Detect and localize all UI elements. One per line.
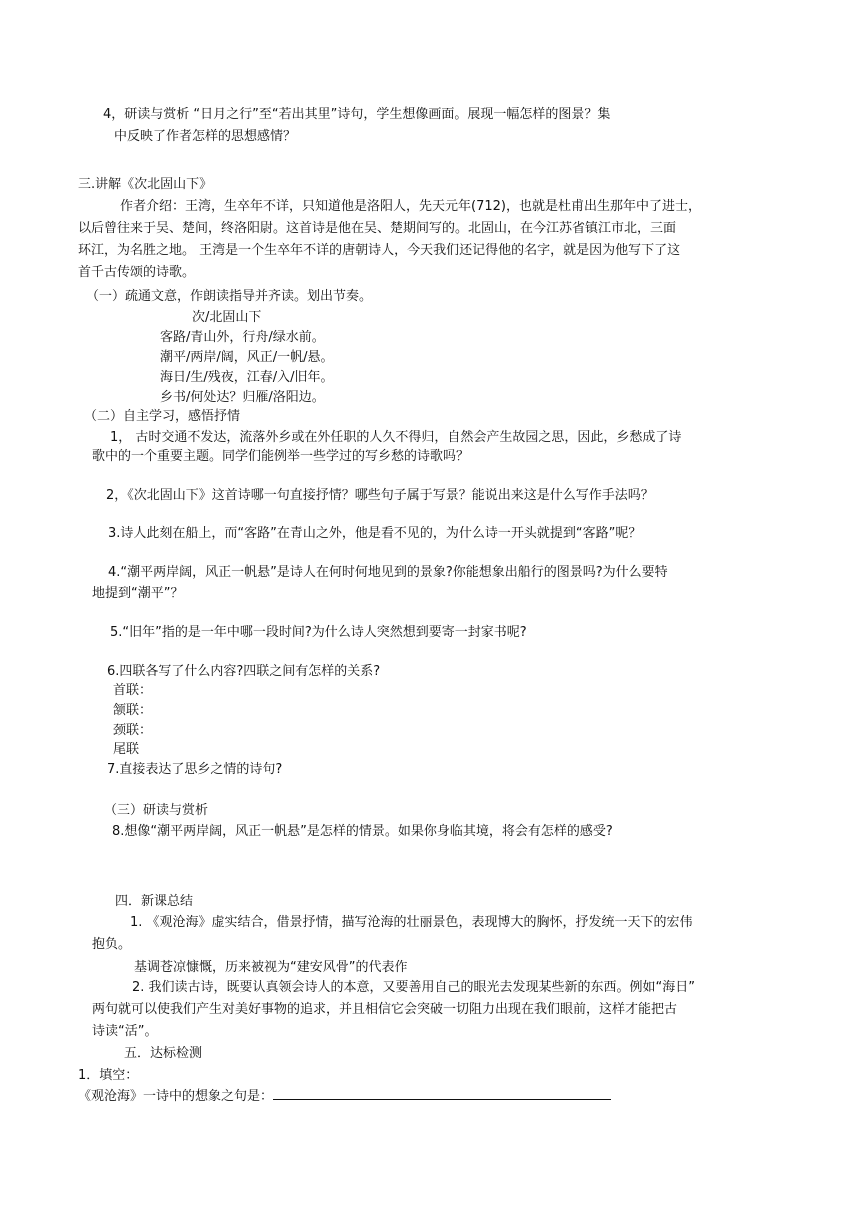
summary-2-line-2: 两句就可以使我们产生对美好事物的追求，并且相信它会突破一切阻力出现在我们眼前，这样才能把古 [92,1002,678,1017]
part-1-title: （一）疏通文意，作朗读指导并齐读。划出节奏。 [86,289,373,304]
question-4-line-1: 4.“潮平两岸阔，风正一帆悬”是诗人在何时何地见到的景象?你能想象出船行的图景吗?为什么要特 [108,565,668,580]
summary-1-line-2: 抱负。 [92,937,132,952]
question-3: 3.诗人此刻在船上，而“客路”在青山之外，他是看不见的，为什么诗一开头就提到“客路”呢？ [108,526,642,541]
poem-title: 次/北固山下 [192,310,262,325]
question-1-line-1: 1， 古时交通不发达，流落外乡或在外任职的人久不得归，自然会产生故园之思，因此，乡愁成了诗 [110,430,682,445]
fill-in-title: 1．填空： [78,1068,139,1083]
couplet-label-first: 首联： [113,683,153,698]
couplet-label-third: 颈联： [113,723,153,738]
review-question-line-2: 中反映了作者怎样的思想感情？ [114,129,297,144]
section-4-title: 四．新课总结 [115,894,194,909]
author-intro-line-3: 环江，为名胜之地。 王湾是一个生卒年不详的唐朝诗人，今天我们还记得他的名字，就是因为他写下了这 [78,243,681,258]
part-2-title: （二）自主学习，感悟抒情 [84,409,241,424]
summary-2-line-1: 2. 我们读古诗，既要认真领会诗人的本意，又要善用自己的眼光去发现某些新的东西。例如“海日” [132,980,696,995]
answer-blank[interactable] [273,1087,611,1100]
question-2: 2，《次北固山下》这首诗哪一句直接抒情？哪些句子属于写景？能说出来这是什么写作手法吗？ [106,488,654,503]
part-3-title: （三）研读与赏析 [104,803,209,818]
review-question-line-1: 4，研读与赏析 “日月之行”至“若出其里”诗句，学生想像画面。展现一幅怎样的图景？集 [103,107,611,122]
poem-line-4: 乡书/何处达？归雁/洛阳边。 [160,390,325,405]
author-intro-line-1: 作者介绍：王湾，生卒年不详，只知道他是洛阳人，先天元年(712)，也就是杜甫出生那年中了进士， [120,199,701,214]
author-intro-line-2: 以后曾往来于吴、楚间，终洛阳尉。这首诗是他在吴、楚期间写的。北固山，在今江苏省镇江市北，三面 [78,221,677,236]
question-7: 7.直接表达了思乡之情的诗句? [107,762,283,777]
poem-line-1: 客路/青山外，行舟/绿水前。 [160,330,325,345]
question-5: 5.“旧年”指的是一年中哪一段时间?为什么诗人突然想到要寄一封家书呢? [110,625,527,640]
section-5-title: 五．达标检测 [124,1046,203,1061]
summary-1-line-3: 基调苍凉慷慨，历来被视为“建安风骨”的代表作 [134,960,408,975]
couplet-label-second: 颔联： [113,703,153,718]
fill-in-question-1 [78,1087,611,1107]
fill-in-question-1-text: 《观沧海》一诗中的想象之句是： [78,1089,274,1104]
question-6: 6.四联各写了什么内容?四联之间有怎样的关系? [107,664,381,679]
question-8: 8.想像“潮平两岸阔，风正一帆悬”是怎样的情景。如果你身临其境，将会有怎样的感受? [112,824,613,839]
couplet-label-last: 尾联 [113,742,140,757]
summary-2-line-3: 诗读“活”。 [92,1024,158,1039]
summary-1-line-1: 1. 《观沧海》虚实结合，借景抒情，描写沧海的壮丽景色，表现博大的胸怀，抒发统一天下的宏伟 [130,915,693,930]
author-intro-line-4: 首千古传颂的诗歌。 [78,265,196,280]
poem-line-2: 潮平/两岸/阔，风正/一帆/悬。 [160,350,334,365]
question-4-line-2: 地提到“潮平”？ [92,586,184,601]
poem-line-3: 海日/生/残夜，江春/入/旧年。 [160,370,334,385]
question-1-line-2: 歌中的一个重要主题。同学们能例举一些学过的写乡愁的诗歌吗？ [92,449,470,464]
section-3-title: 三.讲解《次北固山下》 [78,177,213,192]
